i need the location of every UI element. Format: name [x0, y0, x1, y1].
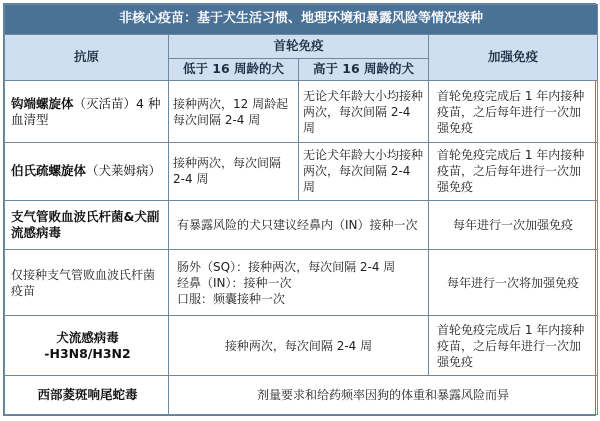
booster-cell: 每年进行一次将加强免疫 — [429, 250, 598, 316]
booster-cell: 首轮免疫完成后 1 年内接种疫苗，之后每年进行一次加强免疫 — [429, 316, 598, 376]
booster-cell: 每年进行一次加强免疫 — [429, 200, 598, 249]
antigen-name: 钩端螺旋体 — [11, 95, 74, 111]
header-under16: 低于 16 周龄的犬 — [169, 58, 299, 80]
vaccine-table-frame — [3, 3, 596, 416]
over16-cell: 无论犬年龄大小均接种两次，每次间隔 2-4 周 — [299, 143, 429, 201]
antigen-cell: 仅接种支气管败血波氏杆菌疫苗 — [5, 250, 169, 316]
table-row — [5, 200, 598, 249]
table-row — [5, 143, 598, 201]
antigen-name: 伯氏疏螺旋体 — [11, 163, 87, 179]
antigen-subtype: -H3N8/H3N2 — [44, 345, 131, 361]
header-antigen: 抗原 — [5, 34, 169, 80]
antigen-cell: 支气管败血波氏杆菌&犬副流感病毒 — [5, 200, 169, 249]
booster-cell: 首轮免疫完成后 1 年内接种疫苗，之后每年进行一次加强免疫 — [429, 80, 598, 142]
table-row — [5, 376, 598, 415]
route-in-line: 经鼻（IN）：接种一次 — [177, 275, 292, 290]
header-over16: 高于 16 周龄的犬 — [299, 58, 429, 80]
antigen-note: （灭活苗）4 种血清型 — [11, 95, 161, 127]
antigen-name: 犬流感病毒 — [56, 329, 119, 345]
initial-merged-cell: 接种两次，每次间隔 2-4 周 — [169, 316, 429, 376]
table-row — [5, 250, 598, 316]
antigen-cell — [5, 80, 169, 142]
antigen-cell — [5, 316, 169, 376]
initial-merged-cell — [169, 250, 429, 316]
route-sq-line: 肠外（SQ）：接种两次，每次间隔 2-4 周 — [177, 259, 396, 274]
table-row — [5, 316, 598, 376]
under16-cell: 接种两次，每次间隔 2-4 周 — [169, 143, 299, 201]
header-booster: 加强免疫 — [429, 34, 598, 80]
antigen-note: （犬莱姆病） — [86, 163, 162, 179]
antigen-cell — [5, 143, 169, 201]
header-initial: 首轮免疫 — [169, 34, 429, 58]
route-oral-line: 口服：频囊接种一次 — [177, 291, 286, 306]
over16-cell: 无论犬年龄大小均接种两次，每次间隔 2-4 周 — [299, 80, 429, 142]
vaccine-table — [4, 4, 598, 415]
merged-all-cell: 剂量要求和给药频率因狗的体重和暴露风险而异 — [169, 376, 598, 415]
initial-merged-cell: 有暴露风险的犬只建议经鼻内（IN）接种一次 — [169, 200, 429, 249]
booster-cell: 首轮免疫完成后 1 年内接种疫苗，之后每年进行一次加强免疫 — [429, 143, 598, 201]
table-title: 非核心疫苗：基于犬生活习惯、地理环境和暴露风险等情况接种 — [5, 5, 598, 35]
antigen-cell: 西部菱斑响尾蛇毒 — [5, 376, 169, 415]
table-row — [5, 80, 598, 142]
under16-cell: 接种两次，12 周龄起每次间隔 2-4 周 — [169, 80, 299, 142]
